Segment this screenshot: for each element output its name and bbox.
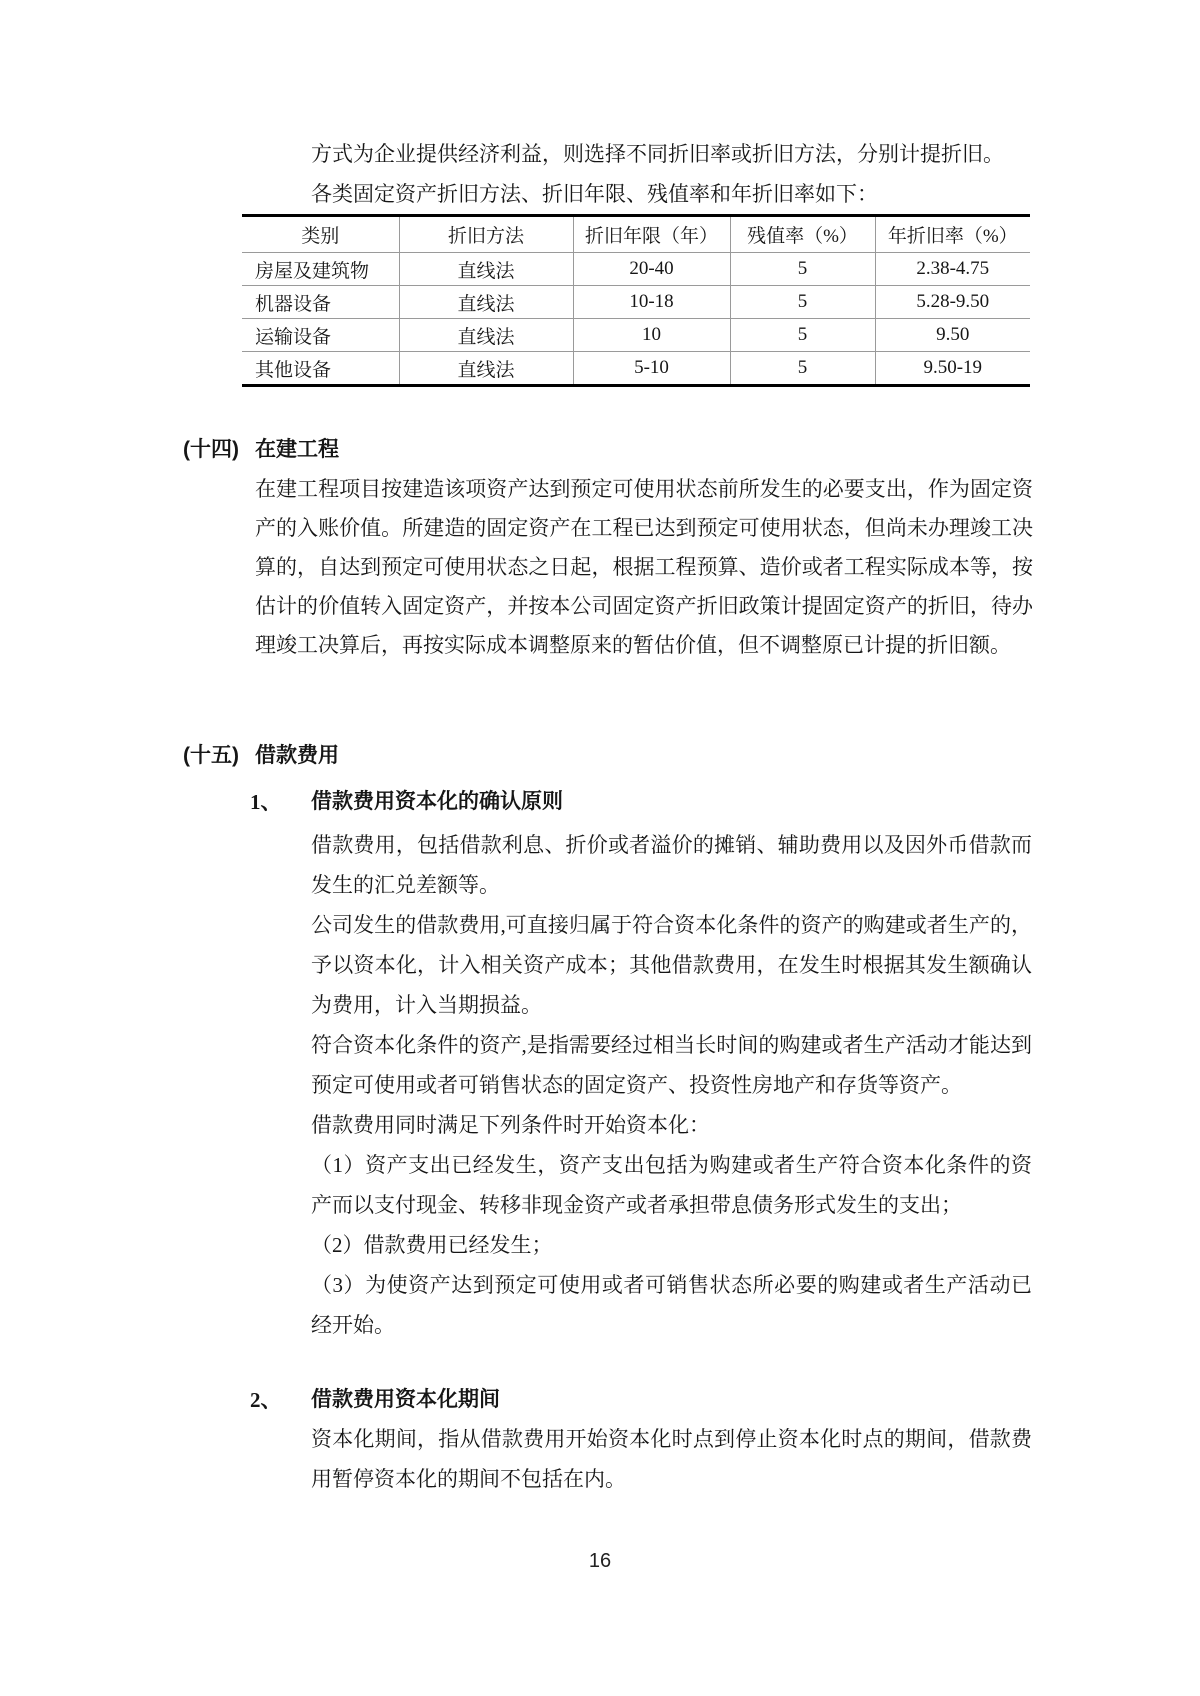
table-cell: 房屋及建筑物 (242, 253, 399, 286)
table-cell: 9.50 (875, 319, 1030, 352)
table-cell: 其他设备 (242, 352, 399, 386)
column-header: 折旧年限（年） (573, 216, 730, 253)
table-cell: 直线法 (399, 319, 573, 352)
table-cell: 直线法 (399, 352, 573, 386)
section-label: (十四) (183, 438, 239, 461)
section-title: 借款费用 (255, 744, 339, 767)
depreciation-table (242, 214, 1030, 387)
item-title: 借款费用资本化期间 (311, 1388, 500, 1411)
item-title: 借款费用资本化的确认原则 (311, 790, 563, 813)
paragraph: 借款费用，包括借款利息、折价或者溢价的摊销、辅助费用以及因外币借款而发生的汇兑差额等。 (311, 833, 1032, 897)
table-cell: 5 (730, 319, 875, 352)
column-header: 年折旧率（%） (875, 216, 1030, 253)
table-cell: 10-18 (573, 286, 730, 319)
paragraph: 符合资本化条件的资产,是指需要经过相当长时间的购建或者生产活动才能达到预定可使用或者可销售状态的固定资产、投资性房地产和存货等资产。 (311, 1033, 1032, 1097)
column-header: 折旧方法 (399, 216, 573, 253)
section-title: 在建工程 (255, 438, 339, 461)
table-row (242, 286, 1030, 319)
table-row (242, 352, 1030, 386)
item-heading-1 (250, 787, 1200, 817)
section-heading-15 (183, 741, 1200, 771)
item-number: 1、 (250, 790, 282, 814)
table-header-row (242, 216, 1030, 253)
paragraph: 公司发生的借款费用,可直接归属于符合资本化条件的资产的购建或者生产的，予以资本化，计入相关资产成本；其他借款费用，在发生时根据其发生额确认为费用，计入当期损益。 (311, 913, 1032, 1017)
paragraph: （3）为使资产达到预定可使用或者可销售状态所必要的购建或者生产活动已经开始。 (311, 1273, 1032, 1337)
paragraph: （1）资产支出已经发生，资产支出包括为购建或者生产符合资本化条件的资产而以支付现金、转移非现金资产或者承担带息债务形式发生的支出； (311, 1153, 1032, 1217)
table-cell: 20-40 (573, 253, 730, 286)
table-cell: 9.50-19 (923, 357, 983, 378)
table-cell: 5 (730, 352, 875, 386)
item-paragraphs (311, 825, 1032, 1345)
table-row (242, 253, 1030, 286)
table-cell: 机器设备 (242, 286, 399, 319)
paragraph: 资本化期间，指从借款费用开始资本化时点到停止资本化时点的期间，借款费用暂停资本化的期间不包括在内。 (311, 1427, 1032, 1491)
column-header: 类别 (242, 216, 399, 253)
section-label: (十五) (183, 744, 239, 767)
item-heading-2 (250, 1385, 1200, 1415)
paragraph: 借款费用同时满足下列条件时开始资本化： (311, 1113, 710, 1137)
section-heading-14 (183, 435, 1200, 465)
table-cell: 直线法 (399, 286, 573, 319)
intro-line: 方式为企业提供经济利益，则选择不同折旧率或折旧方法，分别计提折旧。 (311, 142, 1004, 166)
table-cell: 运输设备 (242, 319, 399, 352)
item-number: 2、 (250, 1388, 282, 1412)
item-paragraphs (311, 1419, 1032, 1499)
table-cell: 10 (573, 319, 730, 352)
section-paragraph: 在建工程项目按建造该项资产达到预定可使用状态前所发生的必要支出，作为固定资产的入账价值。所建造的固定资产在工程已达到预定可使用状态，但尚未办理竣工决算的，自达到预定可使用状态之日起，根据工程预算、造价或者工程实际成本等，按估计的价值转入固定资产，并按本公司固定资产折旧政策计提固定资产的折旧，待办理竣工决算后，再按实际成本调整原来的暂估价值，但不调整原已计提的折旧额。 (255, 477, 1033, 657)
table-cell: 5 (730, 286, 875, 319)
table-cell: 直线法 (399, 253, 573, 286)
paragraph: （2）借款费用已经发生； (311, 1233, 553, 1257)
intro-text (311, 134, 1035, 214)
intro-line: 各类固定资产折旧方法、折旧年限、残值率和年折旧率如下： (311, 182, 878, 206)
table-cell: 5-10 (573, 352, 730, 386)
table-cell: 5.28-9.50 (875, 286, 1030, 319)
column-header: 残值率（%） (730, 216, 875, 253)
table-cell: 5 (730, 253, 875, 286)
page-number: 16 (588, 1550, 612, 1572)
table-row (242, 319, 1030, 352)
table-cell: 2.38-4.75 (875, 253, 1030, 286)
